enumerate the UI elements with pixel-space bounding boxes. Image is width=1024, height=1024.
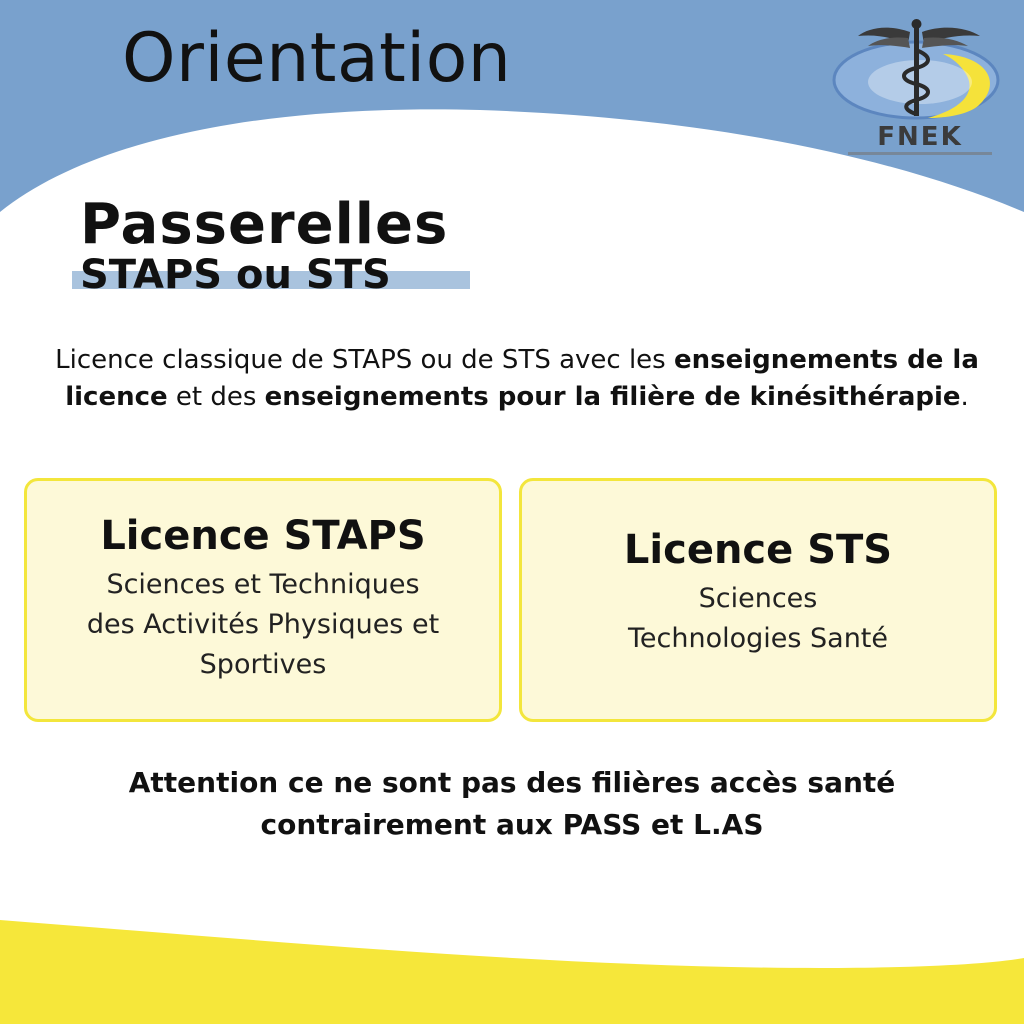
card-licence-sts [519, 478, 997, 722]
header-title: Orientation [122, 19, 512, 98]
warning-note [40, 762, 984, 846]
footer-yellow-wave [0, 920, 1024, 1024]
intro-text-1: Licence classique de STAPS ou de STS avec les [55, 345, 674, 375]
intro-bold-1: enseignements de la licence [65, 345, 979, 412]
card-line: Sciences [698, 583, 818, 614]
subheading: STAPS ou STS [80, 252, 391, 298]
intro-bold-2: enseignements pour la filière de kinésithérapie [264, 382, 961, 412]
warning-line: Attention ce ne sont pas des filières accès santé [128, 766, 896, 799]
logo-wordmark: FNEK [877, 122, 963, 152]
subheading-block [72, 251, 472, 299]
intro-text-3: . [960, 382, 969, 412]
intro-paragraph [40, 342, 994, 416]
main-heading: Passerelles [80, 192, 449, 257]
card-line: Sportives [199, 649, 327, 680]
card-line: Technologies Santé [627, 623, 889, 654]
card-line: des Activités Physiques et [86, 609, 440, 640]
warning-line: contrairement aux PASS et L.AS [260, 808, 764, 841]
card-description [522, 579, 994, 659]
card-title: Licence STAPS [100, 513, 426, 559]
caduceus-icon [834, 19, 998, 118]
fnek-logo [828, 14, 1008, 164]
intro-text-2: et des [167, 382, 265, 412]
card-line: Sciences et Techniques [106, 569, 420, 600]
card-description [27, 565, 499, 685]
card-title: Licence STS [623, 527, 893, 573]
card-licence-staps [24, 478, 502, 722]
